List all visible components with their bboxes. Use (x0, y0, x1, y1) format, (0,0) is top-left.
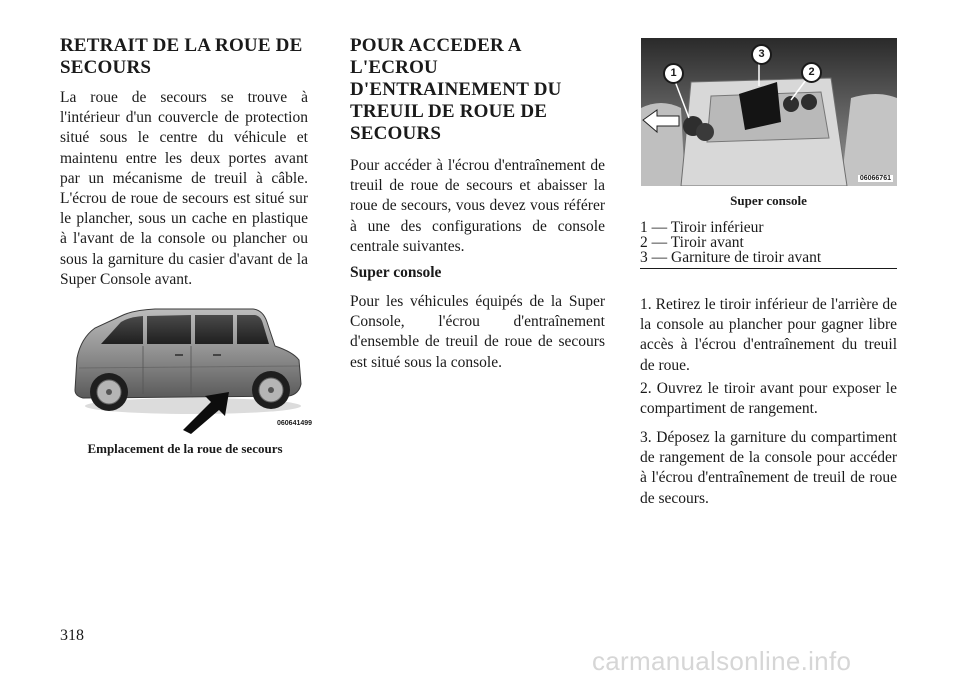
legend (640, 220, 897, 269)
legend-item: 2 — Tiroir avant (640, 234, 744, 251)
figure-caption: Super console (730, 193, 807, 208)
image-code: 06066761 (859, 175, 891, 182)
section-heading-remove-spare: RETRAIT DE LA ROUE DE SECOURS (60, 35, 303, 78)
console-figure (641, 38, 897, 186)
legend-divider (640, 268, 897, 269)
step-1: 1. Retirez le tiroir inférieur de l'arrière de la console au plancher pour gagner libre accès à l'écrou d'entraînement du treuil de roue. (640, 296, 897, 374)
figure-caption: Emplacement de la roue de secours (87, 441, 283, 456)
step-2: 2. Ouvrez le tiroir avant pour exposer le compartiment de rangement. (640, 380, 897, 418)
van-illustration (63, 298, 311, 434)
van-figure (63, 298, 311, 434)
subheading-super-console: Super console (350, 264, 442, 281)
body-text-console-config: Pour accéder à l'écrou d'entraînement de treuil de roue de secours et abaisser la roue de secours, vous devez vous référer à une des configurations de console centrale suivantes. (350, 157, 605, 255)
section-heading-access-nut: POUR ACCEDER A L'ECROU D'ENTRAINEMENT DU TREUIL DE ROUE DE SECOURS (350, 35, 562, 144)
image-code: 060641499 (277, 420, 313, 427)
page-number: 318 (60, 627, 84, 644)
step-3: 3. Déposez la garniture du compartiment de rangement de la console pour accéder à l'écrou d'entraînement de treuil de roue de secours. (640, 429, 897, 507)
callout-3: 3 (751, 44, 772, 65)
watermark: carmanualsonline.info (592, 646, 852, 676)
callout-1: 1 (663, 63, 684, 84)
body-text-super-console: Pour les véhicules équipés de la Super Console, l'écrou d'entraînement d'ensemble de treuil de roue de secours est situé sous la console. (350, 293, 605, 371)
callout-2: 2 (801, 62, 822, 83)
legend-item: 3 — Garniture de tiroir avant (640, 249, 822, 266)
legend-item: 1 — Tiroir inférieur (640, 219, 764, 236)
body-text-spare-location: La roue de secours se trouve à l'intérieur d'un couvercle de protection situé sous le centre du véhicule et maintenu entre les deux portes avant par un mécanisme de treuil à câble. L'écrou de roue de secours est situé sur le plancher, sous un cache en plastique à l'avant de la console ou plancher ou sous la garniture du casier d'avant de la Super Console avant. (60, 89, 308, 288)
